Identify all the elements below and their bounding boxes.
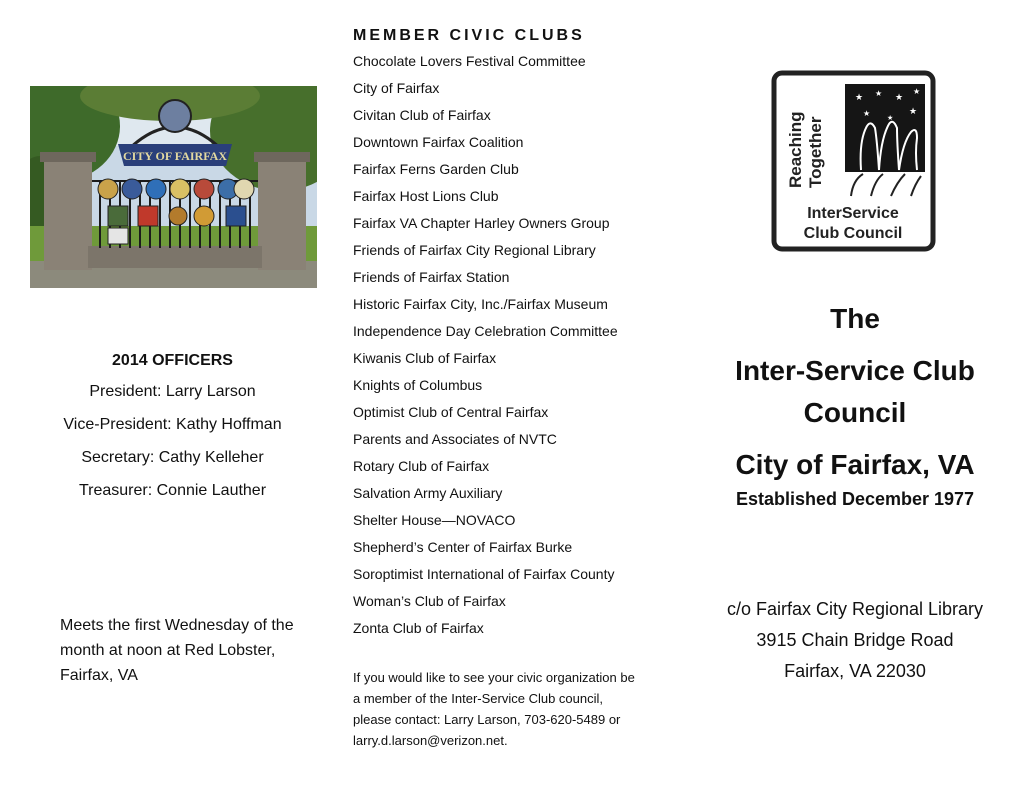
title-city: City of Fairfax, VA — [735, 449, 975, 480]
officer-president: President: Larry Larson — [89, 383, 256, 400]
svg-text:★: ★ — [895, 92, 904, 102]
meeting-line: month at noon at Red Lobster, — [60, 642, 276, 659]
club-item: Soroptimist International of Fairfax County — [353, 566, 615, 582]
clubs-heading: MEMBER CIVIC CLUBS — [353, 27, 585, 44]
svg-text:★: ★ — [909, 106, 918, 116]
meeting-line: Fairfax, VA — [60, 667, 138, 684]
address-line: 3915 Chain Bridge Road — [756, 630, 954, 650]
club-item: Salvation Army Auxiliary — [353, 485, 503, 501]
club-item: Historic Fairfax City, Inc./Fairfax Museum — [353, 296, 608, 312]
contact-line: please contact: Larry Larson, 703-620-5489 or — [353, 712, 621, 727]
officers-section — [40, 352, 305, 510]
club-item: Downtown Fairfax Coalition — [353, 134, 524, 150]
club-item: Friends of Fairfax Station — [353, 269, 510, 285]
title-org-line1: Inter-Service Club — [735, 355, 975, 386]
city-sign-photo — [30, 86, 317, 288]
title-established: Established December 1977 — [735, 489, 975, 509]
club-item: Woman’s Club of Fairfax — [353, 593, 506, 609]
address-line: Fairfax, VA 22030 — [784, 661, 926, 681]
logo-reaching-text: Reaching — [786, 111, 805, 188]
logo-interservice-text: InterService — [807, 205, 899, 222]
club-item: Optimist Club of Central Fairfax — [353, 404, 549, 420]
club-item: Zonta Club of Fairfax — [353, 620, 484, 636]
svg-text:★: ★ — [913, 87, 921, 96]
meeting-info — [60, 613, 320, 688]
sign-banner-text: CITY OF FAIRFAX — [123, 149, 227, 163]
svg-text:★: ★ — [875, 89, 883, 98]
clubs-list — [353, 51, 618, 645]
club-item: Shepherd’s Center of Fairfax Burke — [353, 539, 573, 555]
officer-secretary: Secretary: Cathy Kelleher — [81, 449, 264, 466]
club-item: Kiwanis Club of Fairfax — [353, 350, 497, 366]
club-item: City of Fairfax — [353, 80, 440, 96]
svg-text:★: ★ — [887, 115, 894, 122]
mailing-address — [700, 594, 1010, 687]
officers-heading: 2014 OFFICERS — [112, 352, 233, 369]
svg-text:★: ★ — [863, 109, 871, 118]
club-item: Chocolate Lovers Festival Committee — [353, 53, 586, 69]
club-item: Parents and Associates of NVTC — [353, 431, 557, 447]
contact-line: If you would like to see your civic organization be — [353, 670, 635, 685]
club-item: Independence Day Celebration Committee — [353, 323, 618, 339]
isc-logo — [771, 70, 936, 252]
logo-together-text: Together — [806, 116, 825, 188]
contact-email[interactable]: larry.d.larson@verizon.net. — [353, 733, 508, 748]
club-item: Rotary Club of Fairfax — [353, 458, 490, 474]
logo-club-council-text: Club Council — [803, 225, 903, 242]
club-item: Civitan Club of Fairfax — [353, 107, 491, 123]
contact-note — [353, 667, 683, 751]
meeting-line: Meets the first Wednesday of the — [60, 617, 294, 634]
club-item: Shelter House—NOVACO — [353, 512, 516, 528]
officer-vice-president: Vice-President: Kathy Hoffman — [63, 416, 282, 433]
svg-text:★: ★ — [855, 92, 864, 102]
club-item: Fairfax Ferns Garden Club — [353, 161, 519, 177]
club-item: Fairfax VA Chapter Harley Owners Group — [353, 215, 610, 231]
club-item: Friends of Fairfax City Regional Library — [353, 242, 596, 258]
contact-line: a member of the Inter-Service Club council, — [353, 691, 603, 706]
title-org-line2: Council — [803, 397, 907, 428]
address-line: c/o Fairfax City Regional Library — [726, 599, 984, 619]
club-item: Fairfax Host Lions Club — [353, 188, 499, 204]
title-block — [700, 298, 1010, 512]
club-item: Knights of Columbus — [353, 377, 483, 393]
officer-treasurer: Treasurer: Connie Lauther — [78, 482, 267, 499]
title-the: The — [830, 303, 880, 334]
